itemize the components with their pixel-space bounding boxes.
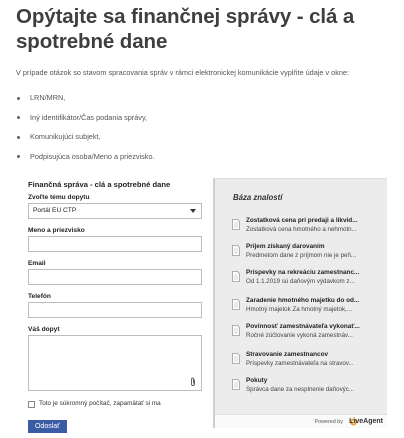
document-icon [232, 271, 240, 282]
list-item: Komunikujúci subjekt, [16, 132, 155, 152]
kb-article-title: Pokuty [246, 377, 268, 384]
powered-by-text: Powered by [314, 419, 343, 425]
contact-form [28, 180, 204, 433]
kb-article-title: Príspevky na rekreáciu zamestnanc... [246, 269, 360, 276]
topic-select[interactable] [28, 203, 202, 219]
remember-me-checkbox[interactable] [28, 401, 35, 408]
liveagent-brand[interactable]: LiveAgent [349, 418, 383, 425]
kb-article-snippet: Od 1.1.2019 sú daňovým výdavkom z... [246, 278, 355, 285]
submit-button[interactable]: Odoslať [28, 420, 67, 433]
list-item: Iný identifikátor/Čas podania správy, [16, 113, 155, 133]
kb-article[interactable] [232, 323, 382, 343]
document-icon [232, 219, 240, 230]
remember-me-row [28, 400, 204, 408]
name-label: Meno a priezvisko [28, 227, 85, 234]
query-textarea[interactable] [28, 335, 202, 391]
paperclip-icon[interactable] [189, 377, 197, 387]
chevron-down-icon [190, 209, 196, 213]
kb-article-title: Zostatková cena pri predaji a likvid... [246, 217, 358, 224]
kb-article-snippet: Ročné zúčtovanie vykoná zamestnáv... [246, 332, 353, 339]
email-field[interactable] [28, 269, 202, 285]
kb-article-title: Stravovanie zamestnancov [246, 351, 329, 358]
knowledge-base-panel [213, 178, 387, 428]
document-icon [232, 353, 240, 364]
kb-article[interactable] [232, 351, 382, 371]
list-item: LRN/MRN, [16, 93, 155, 113]
kb-article-title: Príjem získaný darovaním [246, 243, 325, 250]
document-icon [232, 245, 240, 256]
kb-article-snippet: Správca dane za nesplnenie daňovýc... [246, 386, 355, 393]
topic-select-value: Portál EU CTP [33, 207, 77, 214]
topic-label: Zvoľte tému dopytu [28, 194, 90, 201]
form-title: Finančná správa - clá a spotrebné dane [28, 180, 171, 189]
kb-article-snippet: Príspevky zamestnávateľa na stravov... [246, 360, 354, 367]
kb-article-title: Povinnosť zamestnávateľa vykonať... [246, 323, 360, 330]
page-title: Opýtajte sa finančnej správy - clá a spotrebné dane [16, 5, 355, 53]
kb-article-snippet: Zostatková cena hmotného a nehmotn... [246, 226, 357, 233]
list-item: Podpisujúca osoba/Meno a priezvisko. [16, 152, 155, 172]
intro-text: V prípade otázok so stavom spracovania správ v rámci elektronickej komunikácie vyplňte údaje v okne: [16, 68, 349, 77]
document-icon [232, 379, 240, 390]
kb-article-snippet: Predmetom dane z príjmom nie je peň... [246, 252, 357, 259]
email-label: Email [28, 260, 46, 267]
kb-footer [215, 414, 387, 428]
kb-article[interactable] [232, 217, 382, 237]
kb-article[interactable] [232, 377, 382, 397]
document-icon [232, 299, 240, 310]
kb-article[interactable] [232, 297, 382, 317]
document-icon [232, 325, 240, 336]
name-field[interactable] [28, 236, 202, 252]
required-fields-list [16, 93, 155, 171]
kb-title: Báza znalostí [233, 193, 283, 202]
phone-label: Telefón [28, 293, 51, 300]
kb-article[interactable] [232, 269, 382, 289]
kb-article-title: Zaradenie hmotného majetku do od... [246, 297, 360, 304]
phone-field[interactable] [28, 302, 202, 318]
query-label: Váš dopyt [28, 326, 60, 333]
remember-me-label: Toto je súkromný počítač, zapamätať si ma [39, 400, 161, 407]
kb-article[interactable] [232, 243, 382, 263]
kb-article-snippet: Hmotný majetok Za hmotný majetok,... [246, 306, 352, 313]
